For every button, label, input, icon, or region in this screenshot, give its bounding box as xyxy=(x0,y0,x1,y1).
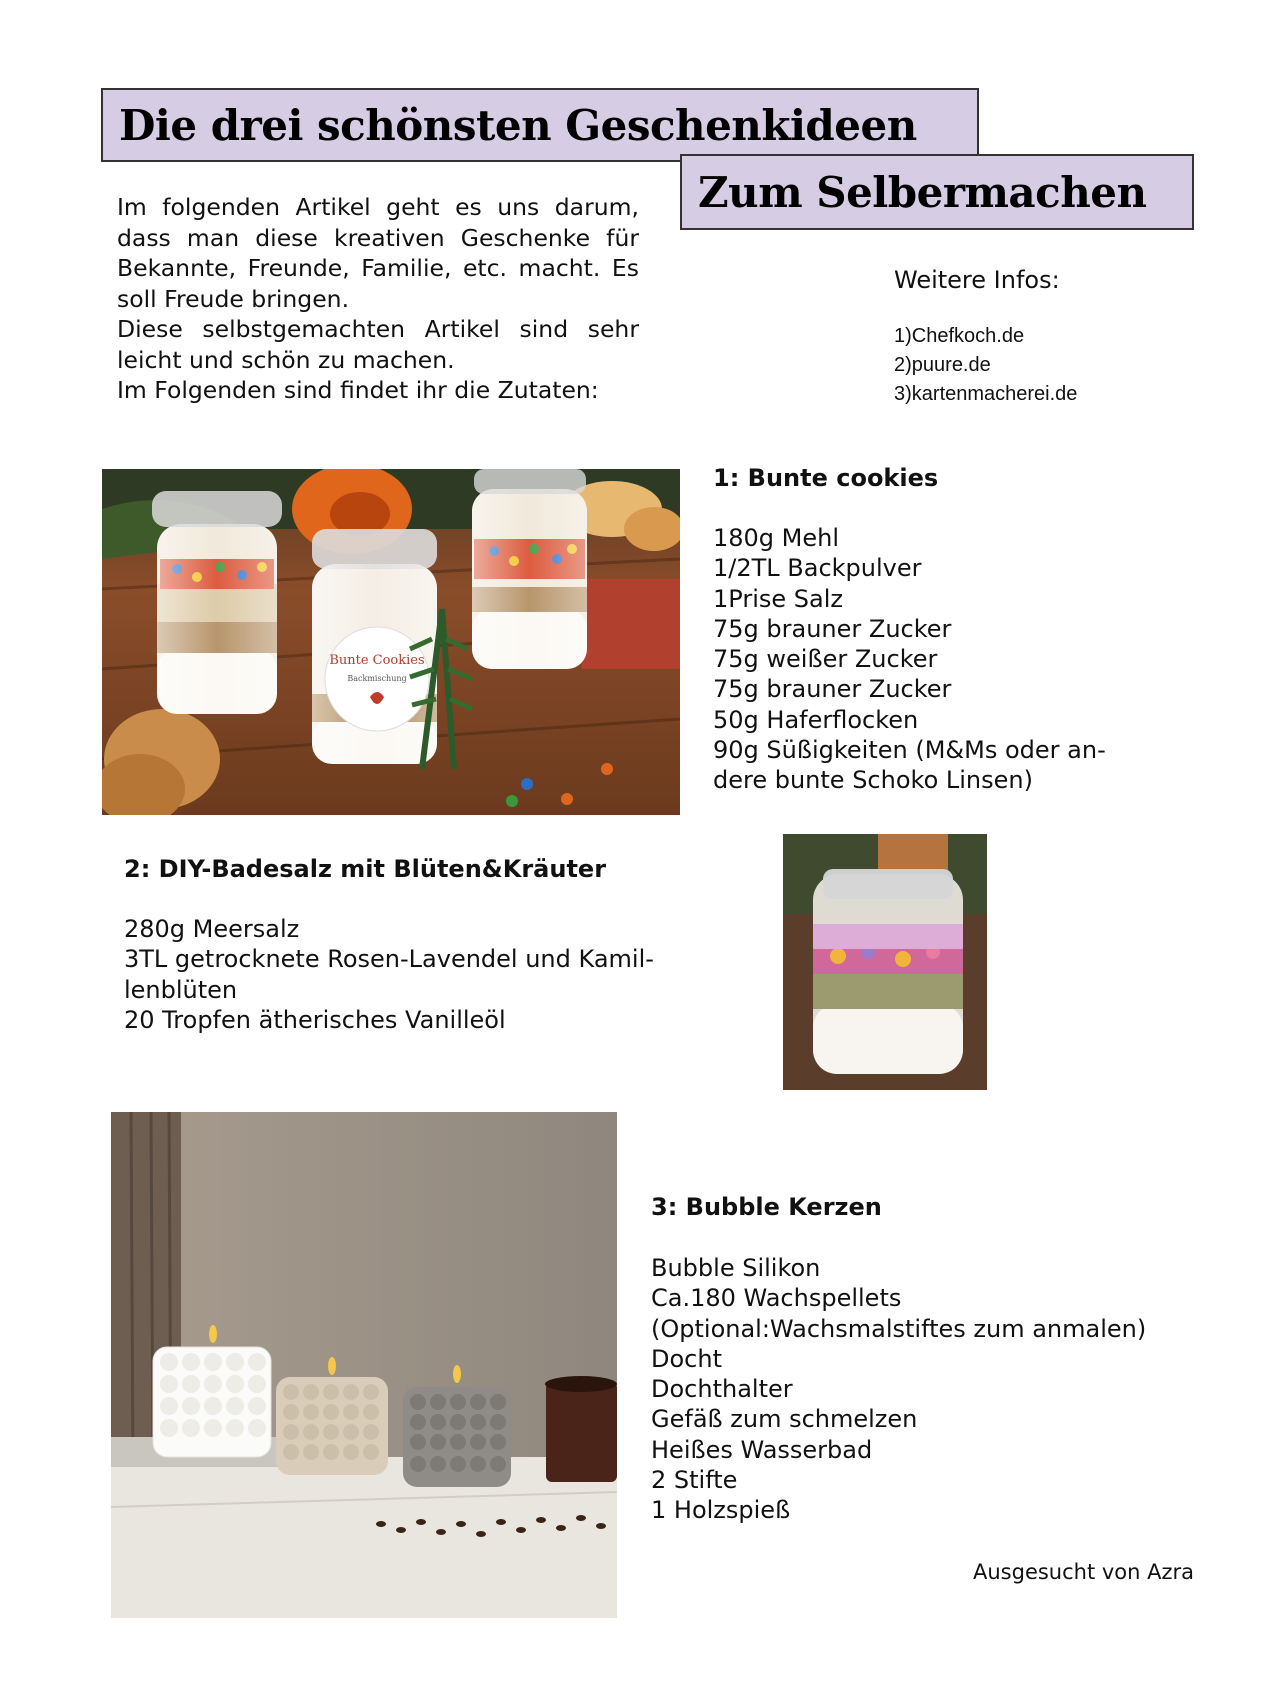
ingredient: 50g Haferflocken xyxy=(713,705,919,734)
ingredient: 75g brauner Zucker xyxy=(713,675,952,704)
ingredient: Gefäß zum schmelzen xyxy=(651,1405,918,1434)
intro-text xyxy=(117,192,639,406)
ingredient: Docht xyxy=(651,1344,722,1373)
ingredient: 3TL getrocknete Rosen-Lavendel und Kamil- xyxy=(124,945,654,974)
page-subtitle: Zum Selbermachen xyxy=(680,154,1194,230)
ingredient: 2 Stifte xyxy=(651,1466,738,1495)
recipe-3-title: 3: Bubble Kerzen xyxy=(651,1193,882,1221)
recipe-1-ingredients xyxy=(713,523,1173,796)
ingredient: 1/2TL Backpulver xyxy=(713,554,922,583)
cookies-tag-title: Bunte Cookies xyxy=(329,653,425,668)
author-credit: Ausgesucht von Azra xyxy=(973,1560,1195,1584)
ingredient: 280g Meersalz xyxy=(124,915,300,943)
info-link[interactable]: 2)puure.de xyxy=(894,354,991,376)
page-title: Die drei schönsten Geschenkideen xyxy=(101,88,979,162)
info-link[interactable]: 3)kartenmacherei.de xyxy=(894,383,1078,405)
info-link[interactable]: 1)Chefkoch.de xyxy=(894,325,1025,347)
ingredient: Ca.180 Wachspellets xyxy=(651,1284,902,1313)
cookies-jar-photo xyxy=(102,469,680,815)
intro-paragraph: Diese selbstgemachten Artikel sind sehr leicht und schön zu machen. xyxy=(117,315,639,374)
recipe-1-title: 1: Bunte cookies xyxy=(713,464,939,492)
infos-list xyxy=(894,322,1077,409)
ingredient: lenblüten xyxy=(124,975,238,1004)
ingredient: dere bunte Schoko Linsen) xyxy=(713,766,1033,795)
ingredient: 180g Mehl xyxy=(713,524,840,552)
recipe-2-title: 2: DIY-Badesalz mit Blüten&Kräuter xyxy=(124,855,607,883)
intro-paragraph: Im Folgenden sind findet ihr die Zutaten: xyxy=(117,376,599,404)
intro-paragraph: Im folgenden Artikel geht es uns darum, dass man diese kreativen Geschenke für Bekannte, Freunde, Familie, etc. macht. Es soll Freude bringen. xyxy=(117,193,639,313)
ingredient: Bubble Silikon xyxy=(651,1254,821,1282)
ingredient: 1 Holzspieß xyxy=(651,1496,791,1525)
ingredient: 20 Tropfen ätherisches Vanilleöl xyxy=(124,1005,506,1034)
cookies-tag-subtitle: Backmischung xyxy=(347,674,407,683)
ingredient: (Optional:Wachsmalstiftes zum anmalen) xyxy=(651,1314,1147,1343)
ingredient: 1Prise Salz xyxy=(713,584,843,613)
ingredient: Dochthalter xyxy=(651,1375,793,1404)
infos-heading: Weitere Infos: xyxy=(894,266,1060,294)
ingredient: 75g brauner Zucker xyxy=(713,614,952,643)
ingredient: 90g Süßigkeiten (M&Ms oder an- xyxy=(713,736,1106,765)
bubble-candles-photo xyxy=(111,1112,617,1618)
recipe-2-ingredients xyxy=(124,914,714,1035)
bath-salt-jar-photo xyxy=(783,834,987,1090)
ingredient: 75g weißer Zucker xyxy=(713,645,938,674)
recipe-3-ingredients xyxy=(651,1253,1211,1526)
ingredient: Heißes Wasserbad xyxy=(651,1435,873,1464)
